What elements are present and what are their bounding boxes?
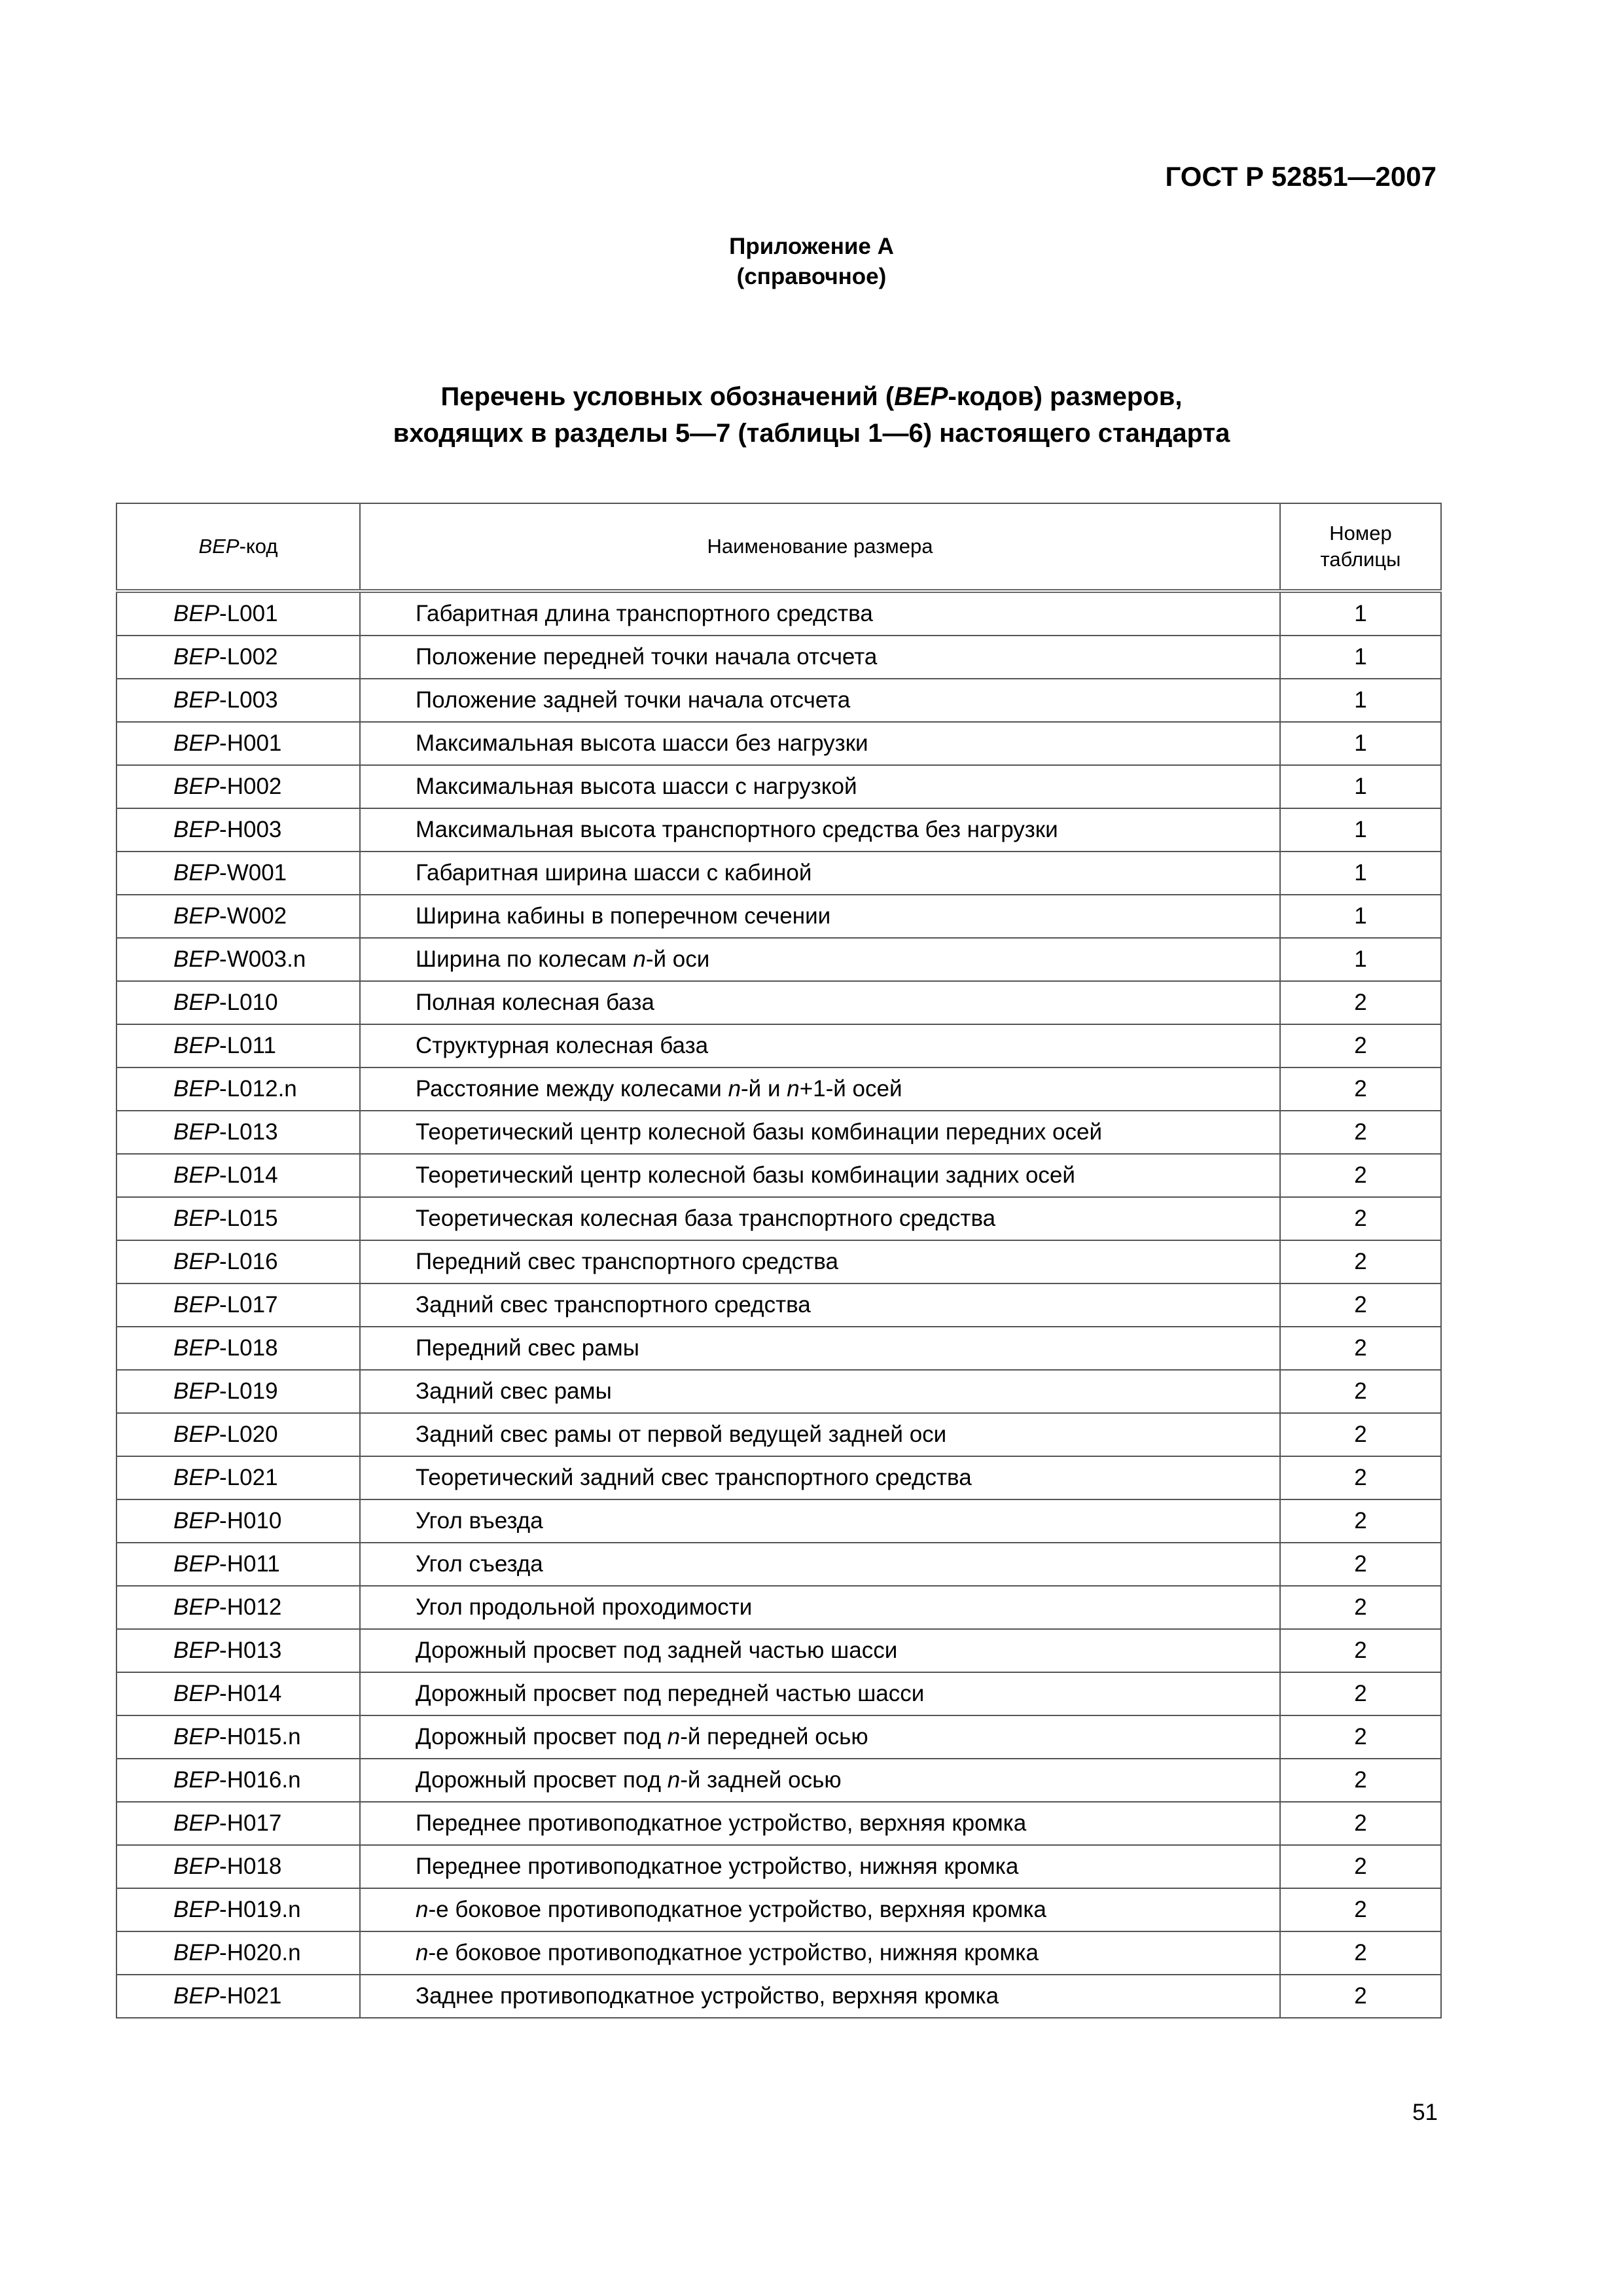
table-number-cell: 2 [1280, 1629, 1441, 1672]
dimension-name-cell: Максимальная высота шасси с нагрузкой [360, 765, 1280, 808]
header-bep-code: BEP-код [116, 503, 360, 591]
bep-code-cell: BEP-W003.n [116, 938, 360, 981]
dimension-name-cell: Структурная колесная база [360, 1024, 1280, 1067]
bep-code-cell: BEP-L011 [116, 1024, 360, 1067]
table-row [116, 1154, 1441, 1197]
dimension-name-cell: Передний свес транспортного средства [360, 1240, 1280, 1283]
table-row [116, 938, 1441, 981]
table-row [116, 1499, 1441, 1543]
table-row [116, 1240, 1441, 1283]
table-number-cell: 1 [1280, 938, 1441, 981]
table-row [116, 722, 1441, 765]
dimension-name-cell: Переднее противоподкатное устройство, нижняя кромка [360, 1845, 1280, 1888]
dimension-name-cell: Задний свес рамы от первой ведущей задней оси [360, 1413, 1280, 1456]
table-number-cell: 2 [1280, 1931, 1441, 1975]
dimension-name-cell: Теоретический центр колесной базы комбинации задних осей [360, 1154, 1280, 1197]
table-row [116, 852, 1441, 895]
bep-code-cell: BEP-H011 [116, 1543, 360, 1586]
bep-code-cell: BEP-L013 [116, 1111, 360, 1154]
table-number-cell: 2 [1280, 1715, 1441, 1759]
table-number-cell: 2 [1280, 1759, 1441, 1802]
table-row [116, 1543, 1441, 1586]
dimension-name-cell: n-е боковое противоподкатное устройство, нижняя кромка [360, 1931, 1280, 1975]
table-row [116, 1931, 1441, 1975]
table-row [116, 1715, 1441, 1759]
table-number-cell: 2 [1280, 1240, 1441, 1283]
bep-code-cell: BEP-L017 [116, 1283, 360, 1327]
bep-code-cell: BEP-L018 [116, 1327, 360, 1370]
dimension-name-cell: Задний свес рамы [360, 1370, 1280, 1413]
table-row [116, 1802, 1441, 1845]
table-number-cell: 2 [1280, 1413, 1441, 1456]
dimension-name-cell: Дорожный просвет под n-й передней осью [360, 1715, 1280, 1759]
table-row [116, 591, 1441, 636]
dimension-name-cell: Угол съезда [360, 1543, 1280, 1586]
table-number-cell: 1 [1280, 679, 1441, 722]
table-number-cell: 2 [1280, 1499, 1441, 1543]
bep-code-cell: BEP-H015.n [116, 1715, 360, 1759]
table-number-cell: 1 [1280, 895, 1441, 938]
dimension-name-cell: Теоретический центр колесной базы комбинации передних осей [360, 1111, 1280, 1154]
table-number-cell: 1 [1280, 591, 1441, 636]
dimension-name-cell: Задний свес транспортного средства [360, 1283, 1280, 1327]
bep-code-cell: BEP-W002 [116, 895, 360, 938]
bep-code-cell: BEP-L016 [116, 1240, 360, 1283]
table-row [116, 1759, 1441, 1802]
dimension-name-cell: Теоретический задний свес транспортного средства [360, 1456, 1280, 1499]
bep-code-cell: BEP-H021 [116, 1975, 360, 2018]
table-body [116, 591, 1441, 2018]
page-number: 51 [1412, 2100, 1438, 2125]
table-number-cell: 2 [1280, 1370, 1441, 1413]
bep-code-cell: BEP-H017 [116, 1802, 360, 1845]
annex-title: Приложение А [729, 234, 894, 259]
table-number-cell: 1 [1280, 636, 1441, 679]
bep-code-cell: BEP-H013 [116, 1629, 360, 1672]
dimension-name-cell: Полная колесная база [360, 981, 1280, 1024]
dimension-name-cell: n-е боковое противоподкатное устройство, верхняя кромка [360, 1888, 1280, 1931]
table-row [116, 765, 1441, 808]
bep-code-cell: BEP-H014 [116, 1672, 360, 1715]
bep-code-cell: BEP-H010 [116, 1499, 360, 1543]
table-row [116, 1629, 1441, 1672]
bep-code-cell: BEP-L002 [116, 636, 360, 679]
table-number-cell: 1 [1280, 808, 1441, 852]
table-number-cell: 2 [1280, 1586, 1441, 1629]
dimension-name-cell: Заднее противоподкатное устройство, верхняя кромка [360, 1975, 1280, 2018]
table-number-cell: 2 [1280, 1197, 1441, 1240]
dimension-name-cell: Угол въезда [360, 1499, 1280, 1543]
table-number-cell: 1 [1280, 722, 1441, 765]
bep-code-cell: BEP-H019.n [116, 1888, 360, 1931]
bep-code-cell: BEP-H002 [116, 765, 360, 808]
table-number-cell: 2 [1280, 1456, 1441, 1499]
document-title-line-1: Перечень условных обозначений (BEP-кодов) размеров, [440, 382, 1183, 411]
bep-code-cell: BEP-L012.n [116, 1067, 360, 1111]
table-row [116, 636, 1441, 679]
bep-code-cell: BEP-L021 [116, 1456, 360, 1499]
table-row [116, 1975, 1441, 2018]
header-table-number: Номер таблицы [1280, 503, 1441, 591]
bep-code-cell: BEP-L020 [116, 1413, 360, 1456]
table-number-cell: 2 [1280, 1154, 1441, 1197]
bep-code-cell: BEP-L010 [116, 981, 360, 1024]
bep-code-cell: BEP-L019 [116, 1370, 360, 1413]
table-row [116, 1888, 1441, 1931]
table-row [116, 808, 1441, 852]
bep-code-cell: BEP-L014 [116, 1154, 360, 1197]
table-number-cell: 2 [1280, 1802, 1441, 1845]
bep-code-cell: BEP-L003 [116, 679, 360, 722]
table-row [116, 1197, 1441, 1240]
table-number-cell: 1 [1280, 765, 1441, 808]
dimension-name-cell: Угол продольной проходимости [360, 1586, 1280, 1629]
bep-code-cell: BEP-H016.n [116, 1759, 360, 1802]
dimension-name-cell: Передний свес рамы [360, 1327, 1280, 1370]
dimension-name-cell: Ширина кабины в поперечном сечении [360, 895, 1280, 938]
dimension-name-cell: Теоретическая колесная база транспортного средства [360, 1197, 1280, 1240]
dimension-name-cell: Максимальная высота транспортного средства без нагрузки [360, 808, 1280, 852]
dimension-name-cell: Дорожный просвет под передней частью шасси [360, 1672, 1280, 1715]
dimension-name-cell: Максимальная высота шасси без нагрузки [360, 722, 1280, 765]
table-number-cell: 2 [1280, 1543, 1441, 1586]
table-number-cell: 2 [1280, 1975, 1441, 2018]
dimension-name-cell: Расстояние между колесами n-й и n+1-й осей [360, 1067, 1280, 1111]
document-title-line-2: входящих в разделы 5—7 (таблицы 1—6) настоящего стандарта [393, 419, 1230, 448]
table-row [116, 1283, 1441, 1327]
bep-code-cell: BEP-H001 [116, 722, 360, 765]
table-number-cell: 2 [1280, 1888, 1441, 1931]
standard-code: ГОСТ Р 52851—2007 [1165, 161, 1436, 192]
table-number-cell: 2 [1280, 1111, 1441, 1154]
bep-codes-table [116, 503, 1442, 2018]
table-row [116, 1672, 1441, 1715]
table-row [116, 1327, 1441, 1370]
dimension-name-cell: Положение задней точки начала отсчета [360, 679, 1280, 722]
table-row [116, 1067, 1441, 1111]
document-title [0, 378, 1623, 452]
table-row [116, 1586, 1441, 1629]
table-number-cell: 2 [1280, 1845, 1441, 1888]
bep-code-cell: BEP-W001 [116, 852, 360, 895]
table-number-cell: 2 [1280, 1067, 1441, 1111]
dimension-name-cell: Габаритная длина транспортного средства [360, 591, 1280, 636]
table-row [116, 1413, 1441, 1456]
table-row [116, 1111, 1441, 1154]
bep-code-cell: BEP-H018 [116, 1845, 360, 1888]
dimension-name-cell: Ширина по колесам n-й оси [360, 938, 1280, 981]
bep-code-cell: BEP-L001 [116, 591, 360, 636]
bep-code-cell: BEP-H003 [116, 808, 360, 852]
dimension-name-cell: Габаритная ширина шасси с кабиной [360, 852, 1280, 895]
table-number-cell: 2 [1280, 1327, 1441, 1370]
table-header-row [116, 503, 1441, 591]
dimension-name-cell: Положение передней точки начала отсчета [360, 636, 1280, 679]
table-row [116, 1024, 1441, 1067]
table-number-cell: 2 [1280, 1024, 1441, 1067]
bep-code-cell: BEP-L015 [116, 1197, 360, 1240]
table-row [116, 981, 1441, 1024]
table-number-cell: 2 [1280, 1672, 1441, 1715]
table-number-cell: 2 [1280, 981, 1441, 1024]
bep-code-cell: BEP-H012 [116, 1586, 360, 1629]
dimension-name-cell: Переднее противоподкатное устройство, верхняя кромка [360, 1802, 1280, 1845]
dimension-name-cell: Дорожный просвет под n-й задней осью [360, 1759, 1280, 1802]
table-number-cell: 2 [1280, 1283, 1441, 1327]
table-number-cell: 1 [1280, 852, 1441, 895]
annex-subtitle: (справочное) [736, 264, 887, 289]
table-row [116, 895, 1441, 938]
table-row [116, 679, 1441, 722]
dimension-name-cell: Дорожный просвет под задней частью шасси [360, 1629, 1280, 1672]
table-row [116, 1456, 1441, 1499]
header-dimension-name: Наименование размера [360, 503, 1280, 591]
table-row [116, 1845, 1441, 1888]
table-row [116, 1370, 1441, 1413]
annex-heading [0, 232, 1623, 292]
bep-code-cell: BEP-H020.n [116, 1931, 360, 1975]
